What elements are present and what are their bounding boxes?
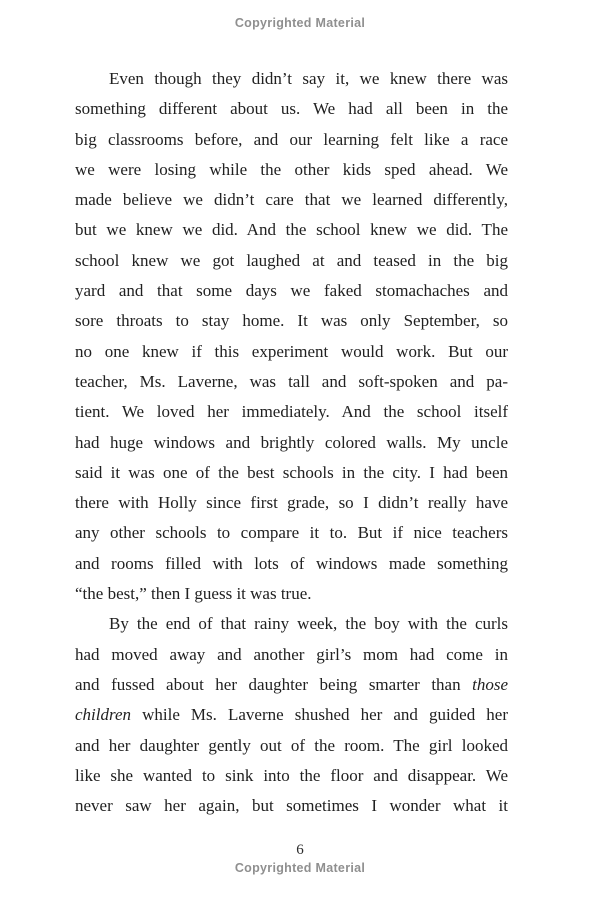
text-line: children while Ms. Laverne shushed her and guided her: [75, 705, 508, 725]
text-line: something different about us. We had all been in the: [75, 99, 508, 119]
text-line: no one knew if this experiment would work. But our: [75, 341, 508, 361]
text-line: yard and that some days we faked stomachaches and: [75, 281, 508, 301]
text-line: and fussed about her daughter being smarter than those: [75, 674, 508, 694]
text-line: but we knew we did. And the school knew we did. The: [75, 220, 508, 240]
text-line: and her daughter gently out of the room. The girl looked: [75, 735, 508, 755]
copyright-notice-top: Copyrighted Material: [234, 16, 366, 30]
text-line: never saw her again, but sometimes I wonder what it: [75, 796, 508, 816]
text-line: we were losing while the other kids sped ahead. We: [75, 159, 508, 179]
text-line: sore throats to stay home. It was only September, so: [75, 311, 508, 331]
text-line: big classrooms before, and our learning felt like a race: [75, 129, 508, 149]
text-line: tient. We loved her immediately. And the school itself: [75, 402, 508, 422]
text-line: Even though they didn’t say it, we knew there was: [109, 69, 508, 88]
text-line: school knew we got laughed at and teased in the big: [75, 250, 508, 270]
text-line: made believe we didn’t care that we learned differently,: [75, 190, 508, 210]
text-line: had moved away and another girl’s mom had come in: [75, 644, 508, 664]
text-line: had huge windows and brightly colored walls. My uncle: [75, 432, 508, 452]
text-line: teacher, Ms. Laverne, was tall and soft-spoken and pa-: [75, 371, 508, 391]
text-line: By the end of that rainy week, the boy with the curls: [109, 614, 508, 634]
page-number: 6: [296, 842, 304, 858]
body-text: [75, 64, 508, 821]
text-line: there with Holly since first grade, so I didn’t really have: [75, 493, 508, 513]
text-line: said it was one of the best schools in the city. I had been: [75, 462, 508, 482]
text-line: and rooms filled with lots of windows made something: [75, 553, 508, 573]
text-line: like she wanted to sink into the floor and disappear. We: [75, 765, 508, 785]
text-line: “the best,” then I guess it was true.: [75, 584, 312, 604]
copyright-notice-bottom: Copyrighted Material: [234, 861, 366, 875]
text-line: any other schools to compare it to. But if nice teachers: [75, 523, 508, 543]
